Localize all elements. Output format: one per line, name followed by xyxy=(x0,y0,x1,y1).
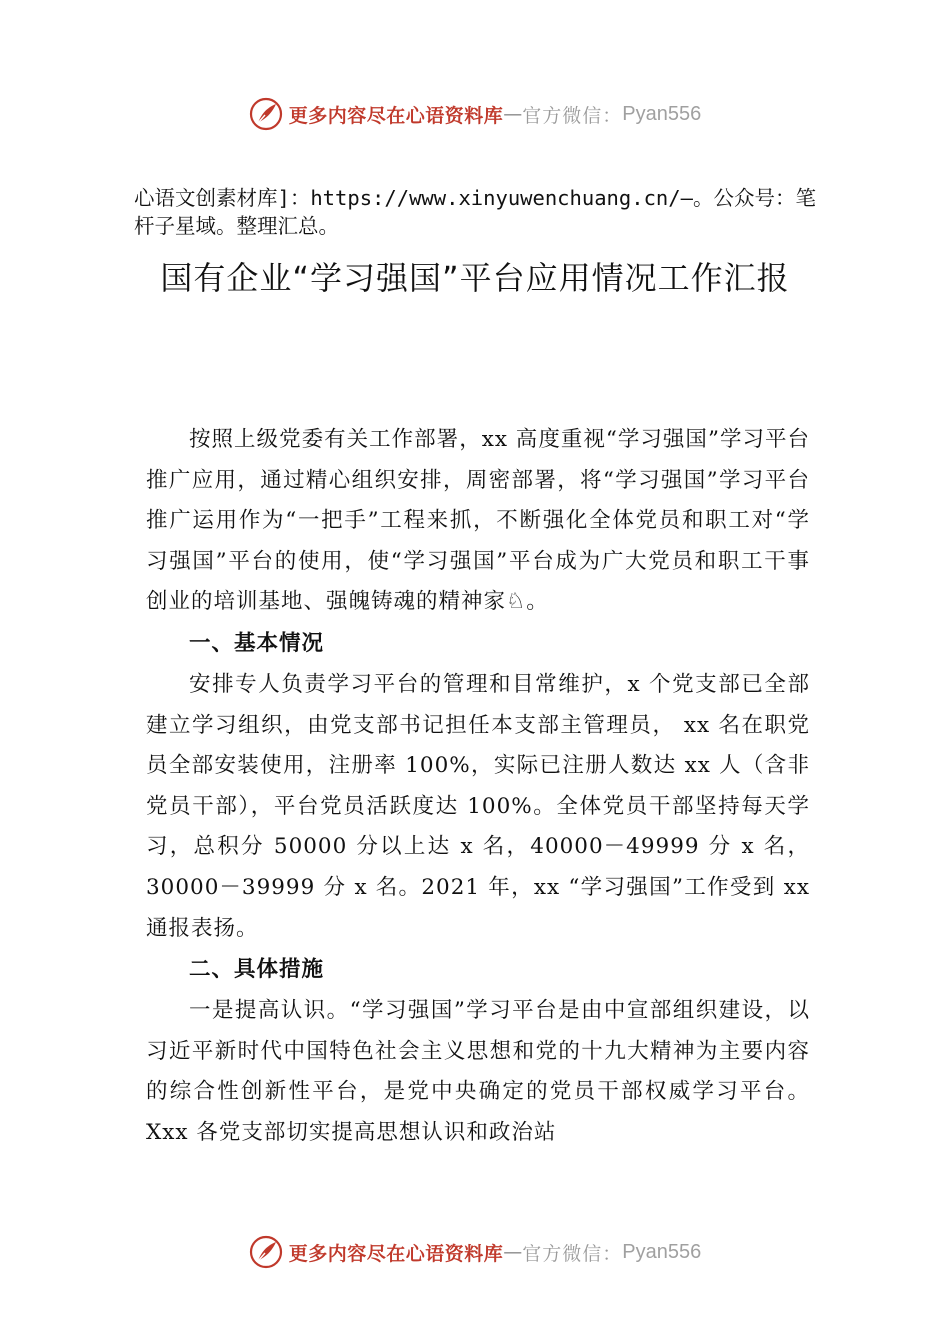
watermark-banner-top xyxy=(0,94,950,134)
watermark-text: 更多内容尽在心语资料库 xyxy=(288,104,504,127)
section2-paragraph: 一是提高认识。“学习强国”学习平台是由中宣部组织建设，以习近平新时代中国特色社会主义思想和党的十九大精神为主要内容的综合性创新性平台，是党中央确定的党员干部权威学习平台。Xxx 各党支部切实提高思想认识和政治站 xyxy=(146,998,810,1145)
source-note: 心语文创素材库]：https://www.xinyuwenchuang.cn/—。公众号：笔杆子星域。整理汇总。 xyxy=(134,186,816,238)
intro-paragraph: 按照上级党委有关工作部署，xx 高度重视“学习强国”学习平台推广应用，通过精心组织安排，周密部署，将“学习强国”学习平台推广运用作为“一把手”工程来抓，不断强化全体党员和职工对“学习强国”平台的使用，使“学习强国”平台成为广大党员和职工干事创业的培训基地、强魄铸魂的精神家♘。 xyxy=(146,427,810,615)
watermark-wechat-label: 官方微信： xyxy=(522,104,623,127)
section1-heading: 一、基本情况 xyxy=(189,630,325,656)
watermark-text: 更多内容尽在心语资料库 xyxy=(288,1242,504,1265)
watermark-separator: — xyxy=(503,1241,523,1263)
section2-heading: 二、具体措施 xyxy=(189,957,325,983)
quill-logo-icon xyxy=(249,97,283,131)
quill-logo-icon xyxy=(249,1235,283,1269)
watermark-wechat-id: Pyan556 xyxy=(622,102,702,125)
document-title: 国有企业“学习强国”平台应用情况工作汇报 xyxy=(160,259,790,297)
watermark-separator: — xyxy=(503,103,523,125)
document-body xyxy=(146,420,810,1154)
watermark-wechat-label: 官方微信： xyxy=(522,1242,623,1265)
watermark-wechat-id: Pyan556 xyxy=(622,1240,702,1263)
section1-paragraph: 安排专人负责学习平台的管理和目常维护，x 个党支部已全部建立学习组织，由党支部书记担任本支部主管理员， xx 名在职党员全部安装使用，注册率 100%，实际已注册人数达 xx 人（含非党员干部），平台党员活跃度达 100%。全体党员干部坚持每天学习，总积分 50000 分以上达 x 名，40000－49999 分 x 名，30000－39999 分 x 名。2021 年，xx “学习强国”工作受到 xx 通报表扬。 xyxy=(146,671,810,941)
watermark-banner-bottom xyxy=(0,1232,950,1272)
